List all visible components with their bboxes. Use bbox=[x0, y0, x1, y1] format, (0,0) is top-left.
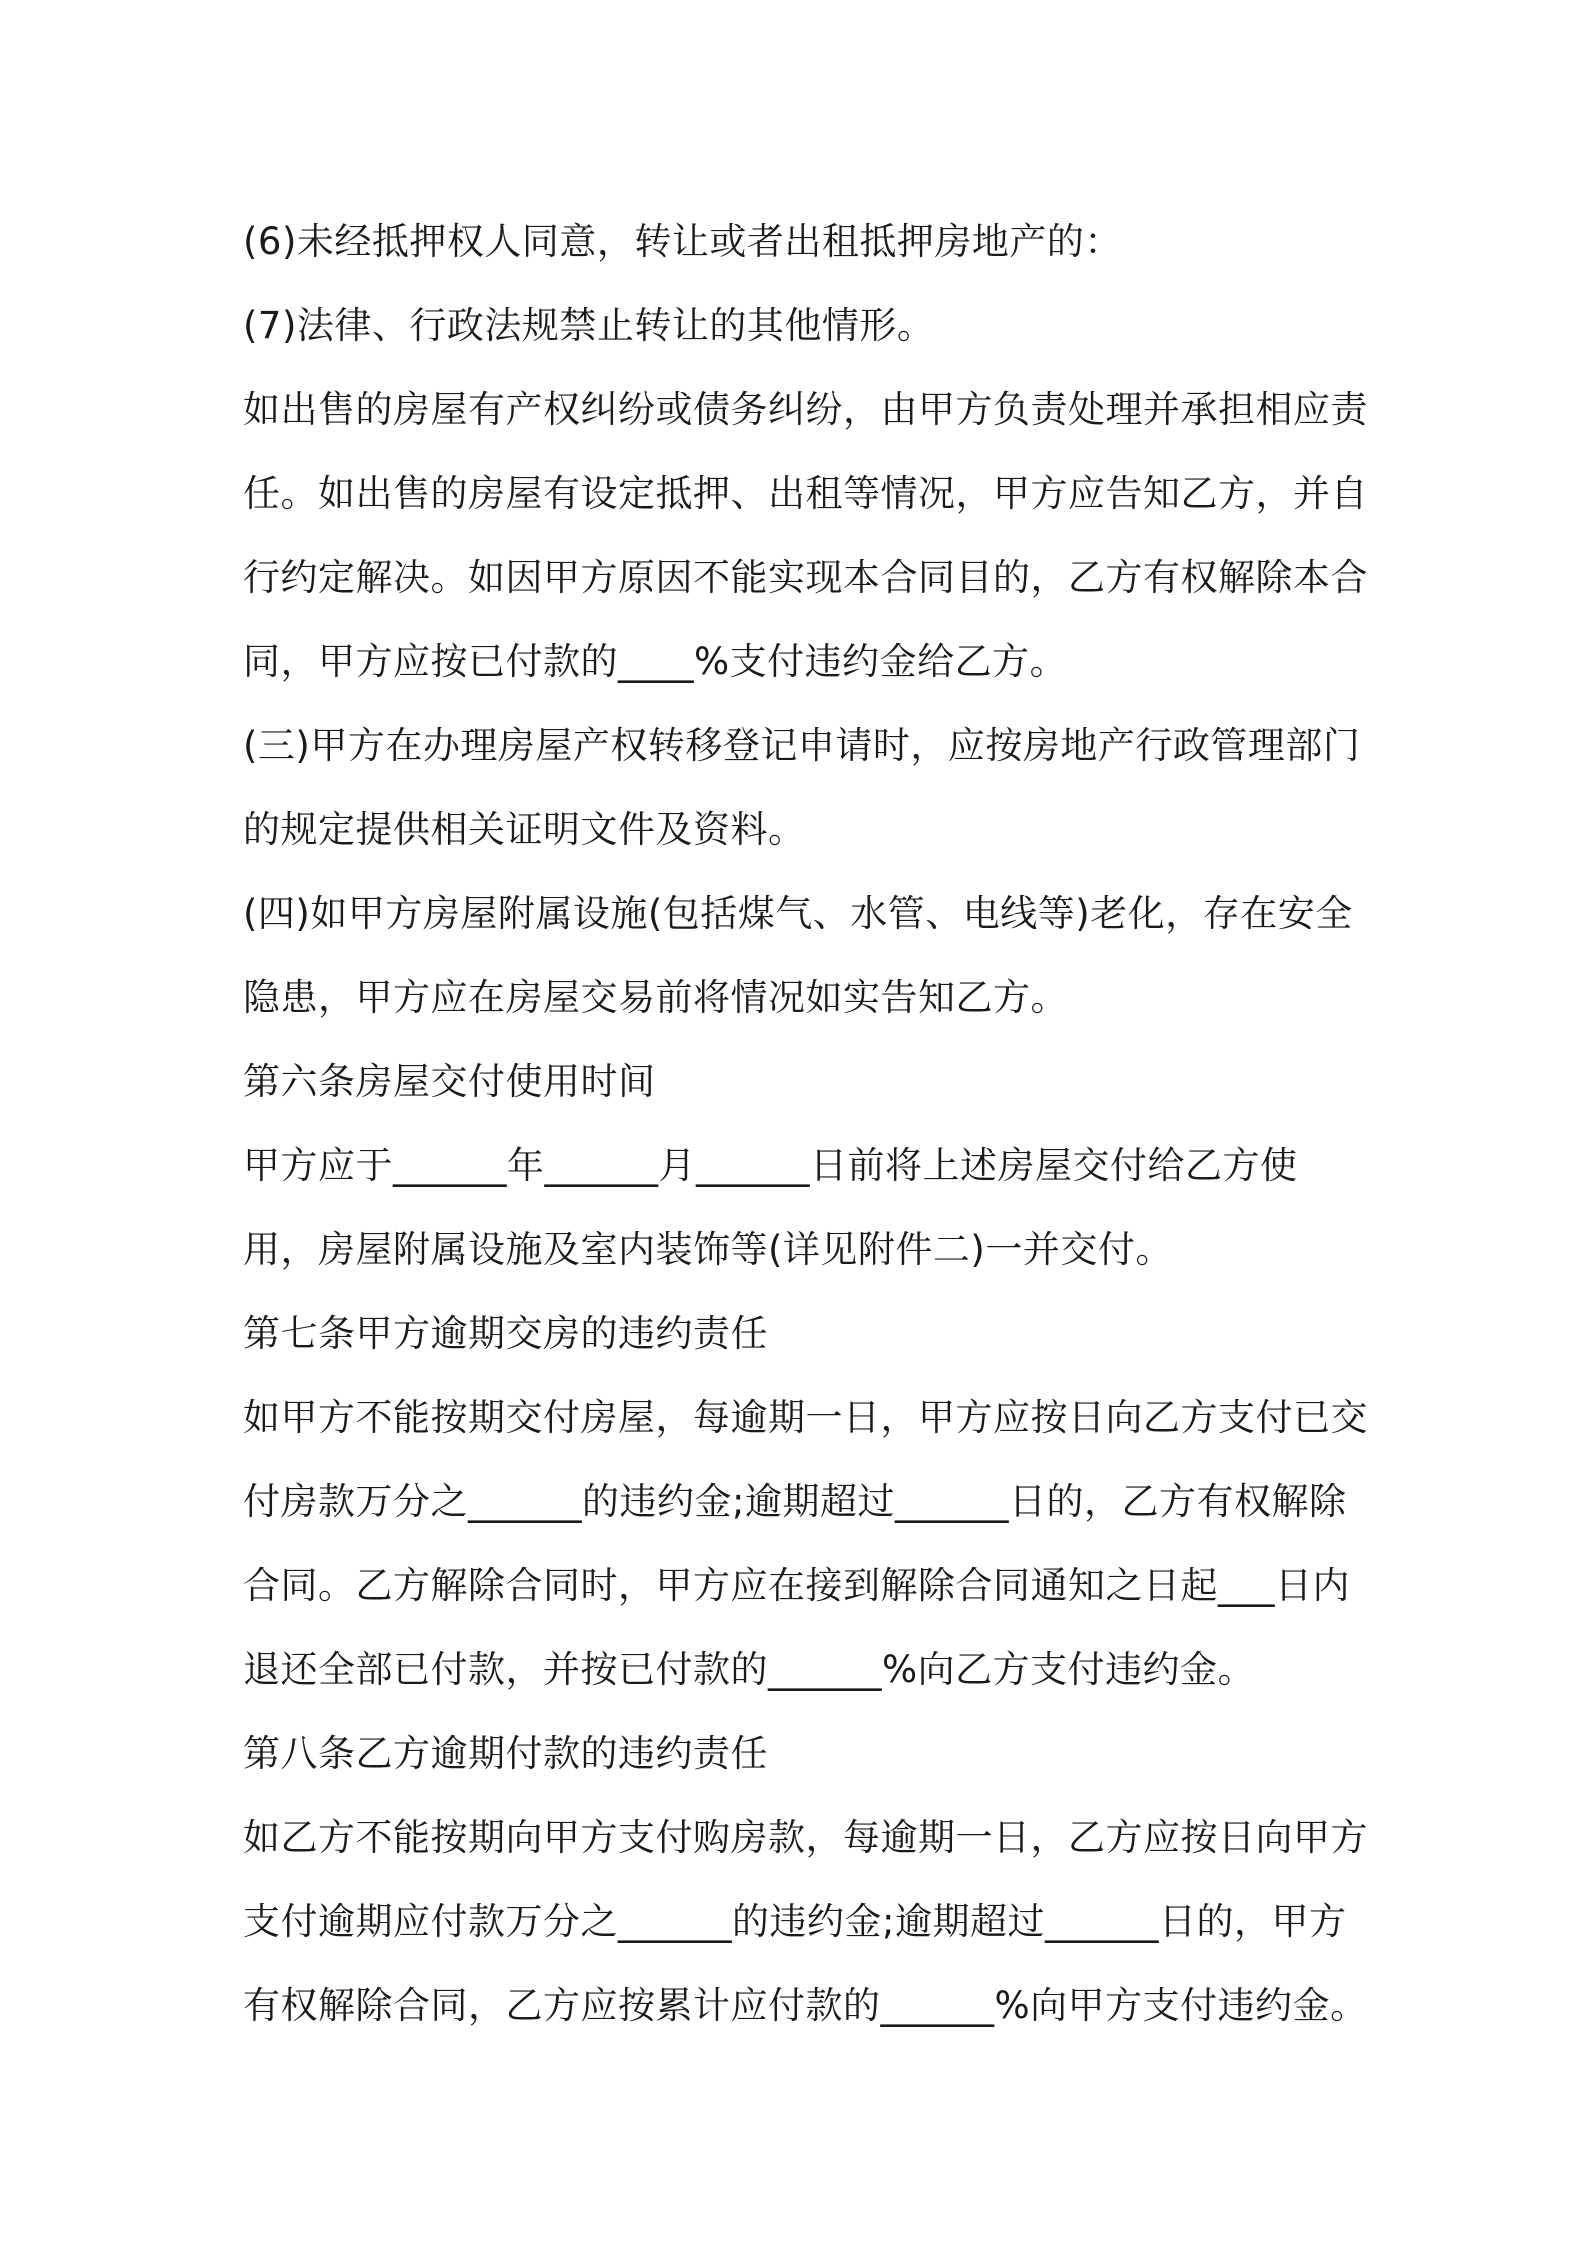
dispute-paragraph-line-3: 行约定解决。如因甲方原因不能实现本合同目的，乙方有权解除本合 bbox=[243, 556, 1368, 599]
item-4-line-1: (四)如甲方房屋附属设施(包括煤气、水管、电线等)老化，存在安全 bbox=[243, 892, 1353, 935]
article-6-line-1: 甲方应于______年______月______日前将上述房屋交付给乙方使 bbox=[243, 1144, 1298, 1187]
clause-7-text: (7)法律、行政法规禁止转让的其他情形。 bbox=[243, 304, 935, 347]
article-8-line-1: 如乙方不能按期向甲方支付购房款，每逾期一日，乙方应按日向甲方 bbox=[243, 1816, 1368, 1859]
item-4-line-2: 隐患，甲方应在房屋交易前将情况如实告知乙方。 bbox=[243, 976, 1068, 1019]
dispute-paragraph-line-1: 如出售的房屋有产权纠纷或债务纠纷，由甲方负责处理并承担相应责 bbox=[243, 388, 1368, 431]
item-3-line-1: (三)甲方在办理房屋产权转移登记申请时，应按房地产行政管理部门 bbox=[243, 724, 1361, 767]
article-8-line-2: 支付逾期应付款万分之______的违约金;逾期超过______日的，甲方 bbox=[243, 1900, 1347, 1943]
item-3-line-2: 的规定提供相关证明文件及资料。 bbox=[243, 808, 806, 851]
article-7-line-2: 付房款万分之______的违约金;逾期超过______日的，乙方有权解除 bbox=[243, 1480, 1347, 1523]
dispute-paragraph-line-4: 同，甲方应按已付款的____%支付违约金给乙方。 bbox=[243, 640, 1068, 683]
article-6-heading: 第六条房屋交付使用时间 bbox=[243, 1060, 656, 1103]
article-7-heading: 第七条甲方逾期交房的违约责任 bbox=[243, 1312, 768, 1355]
article-7-line-3: 合同。乙方解除合同时，甲方应在接到解除合同通知之日起___日内 bbox=[243, 1564, 1350, 1607]
document-body bbox=[243, 200, 1368, 2048]
article-8-line-3: 有权解除合同，乙方应按累计应付款的______%向甲方支付违约金。 bbox=[243, 1984, 1368, 2027]
article-6-line-2: 用，房屋附属设施及室内装饰等(详见附件二)一并交付。 bbox=[243, 1228, 1173, 1271]
article-7-line-4: 退还全部已付款，并按已付款的______%向乙方支付违约金。 bbox=[243, 1648, 1256, 1691]
clause-6-text: (6)未经抵押权人同意，转让或者出租抵押房地产的： bbox=[243, 220, 1122, 263]
article-8-heading: 第八条乙方逾期付款的违约责任 bbox=[243, 1732, 768, 1775]
article-7-line-1: 如甲方不能按期交付房屋，每逾期一日，甲方应按日向乙方支付已交 bbox=[243, 1396, 1368, 1439]
dispute-paragraph-line-2: 任。如出售的房屋有设定抵押、出租等情况，甲方应告知乙方，并自 bbox=[243, 472, 1368, 515]
